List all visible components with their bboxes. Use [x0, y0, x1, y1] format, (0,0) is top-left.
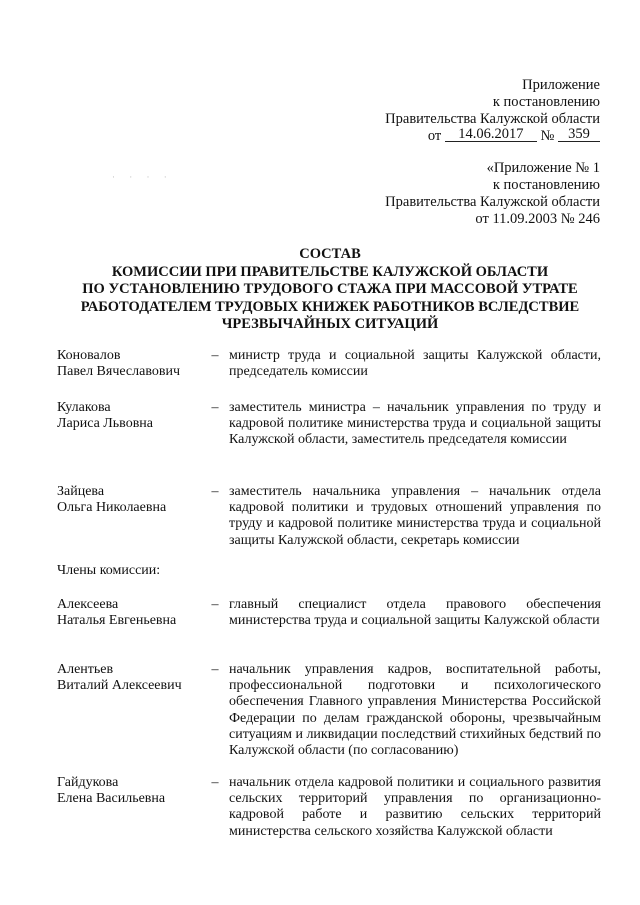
original-line-3: Правительства Калужской области [385, 194, 600, 210]
dash-separator: – [211, 484, 219, 499]
member-given-names: Наталья Евгеньевна [57, 613, 177, 629]
scan-artifact: · · · · [112, 172, 173, 182]
member-position: министр труда и социальной защиты Калужской области, председатель комиссии [229, 348, 601, 380]
approval-date: 14.06.2017 [445, 128, 537, 142]
number-label: № [540, 128, 555, 144]
document-title [60, 246, 600, 334]
approval-line-2: к постановлению [492, 94, 600, 110]
from-label: от [427, 128, 442, 144]
member-name [57, 348, 207, 380]
member-name [57, 775, 207, 807]
title-line-4: РАБОТОДАТЕЛЕМ ТРУДОВЫХ КНИЖЕК РАБОТНИКОВ ВСЛЕДСТВИЕ [80, 298, 580, 315]
title-line-5: ЧРЕЗВЫЧАЙНЫХ СИТУАЦИЙ [221, 316, 439, 332]
member-position: начальник управления кадров, воспитательной работы, профессиональной подготовки и психологического обеспечения Главного управления Министерства Российской Федерации по делам гражданской обороны, чрезвычайным ситуациям и ликвидации последствий стихийных бедствий по Калужской области (по согласованию) [229, 662, 601, 759]
approval-line-3: Правительства Калужской области [385, 111, 600, 127]
dash-separator: – [211, 348, 219, 363]
member-surname: Гайдукова [57, 775, 119, 790]
member-position: главный специалист отдела правового обеспечения министерства труда и социальной защиты Калужской области [229, 597, 601, 629]
title-line-3: ПО УСТАНОВЛЕНИЮ ТРУДОВОГО СТАЖА ПРИ МАССОВОЙ УТРАТЕ [82, 281, 578, 297]
original-appendix-header [385, 160, 600, 228]
member-name [57, 400, 207, 432]
dash-separator: – [211, 400, 219, 415]
member-name [57, 662, 207, 694]
member-surname: Алентьев [57, 662, 114, 677]
member-position: заместитель начальника управления – начальник отдела кадровой политики и трудовых отношений управления по труду и кадровой политике министерства труда и социальной защиты Калужской области, секретарь комиссии [229, 484, 601, 548]
member-surname: Алексеева [57, 597, 119, 612]
approval-line-1: Приложение [522, 77, 600, 93]
approval-date-line [428, 128, 600, 145]
member-given-names: Лариса Львовна [57, 416, 154, 432]
member-surname: Коновалов [57, 348, 121, 363]
original-line-2: к постановлению [492, 177, 600, 193]
members-section-label: Члены комиссии: [57, 563, 161, 578]
title-line-2: КОМИССИИ ПРИ ПРАВИТЕЛЬСТВЕ КАЛУЖСКОЙ ОБЛАСТИ [111, 263, 549, 280]
member-surname: Зайцева [57, 484, 105, 499]
member-name [57, 597, 207, 629]
original-line-1: «Приложение № 1 [486, 160, 600, 176]
member-surname: Кулакова [57, 400, 111, 415]
approval-header [385, 77, 600, 145]
dash-separator: – [211, 775, 219, 790]
member-given-names: Виталий Алексеевич [57, 678, 182, 694]
member-given-names: Елена Васильевна [57, 791, 166, 807]
member-given-names: Павел Вячеславович [57, 364, 181, 380]
dash-separator: – [211, 662, 219, 677]
member-given-names: Ольга Николаевна [57, 500, 167, 516]
member-position: заместитель министра – начальник управления по труду и кадровой политике министерства труда и социальной защиты Калужской области, заместитель председателя комиссии [229, 400, 601, 448]
approval-number: 359 [558, 128, 600, 142]
member-position: начальник отдела кадровой политики и социального развития сельских территорий управления по организационно-кадровой работе и развитию сельских территорий министерства сельского хозяйства Калужской области [229, 775, 601, 839]
dash-separator: – [211, 597, 219, 612]
title-line-1: СОСТАВ [299, 246, 361, 262]
original-line-4: от 11.09.2003 № 246 [475, 211, 600, 227]
member-name [57, 484, 207, 516]
